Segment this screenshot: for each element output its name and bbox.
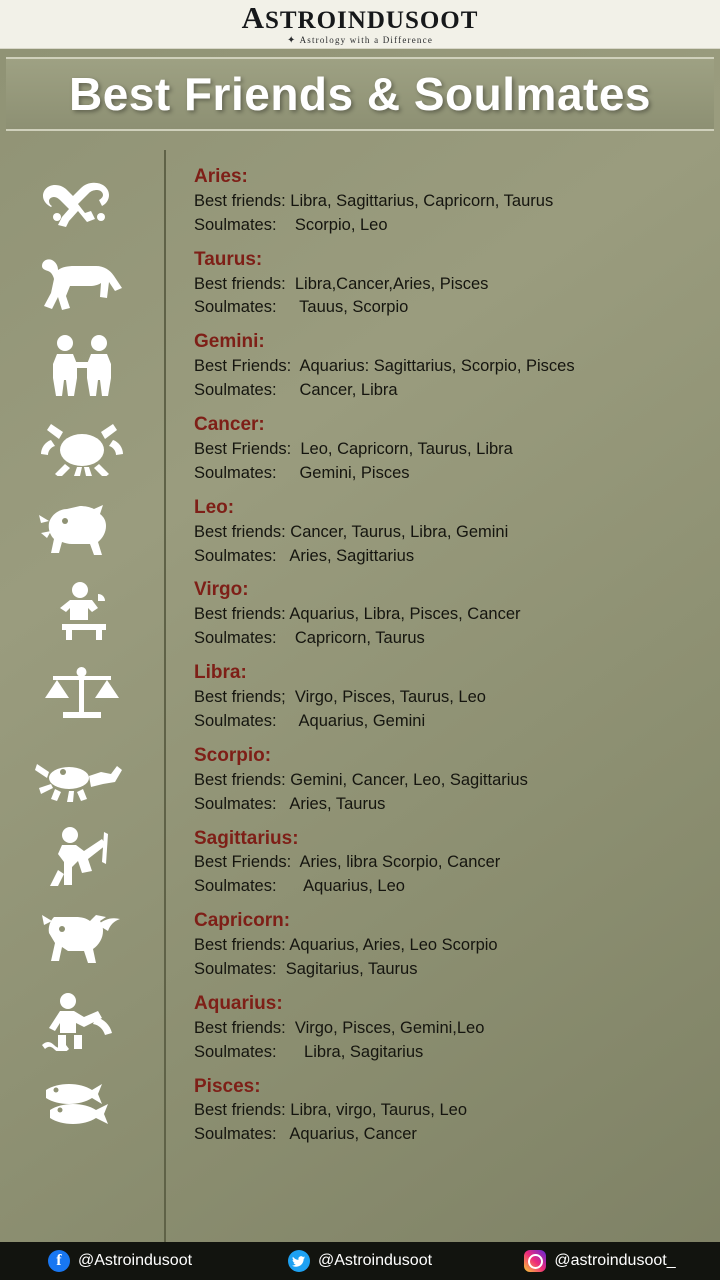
sign-name: Cancer: <box>194 414 265 436</box>
list-item <box>194 993 710 1065</box>
best-friends-line: Best Friends: Leo, Capricorn, Taurus, Libra <box>194 439 513 458</box>
facebook-icon[interactable]: f <box>48 1250 70 1272</box>
best-friends-line: Best friends: Libra, Sagittarius, Capricorn, Taurus <box>194 191 554 210</box>
sign-name: Pisces: <box>194 1075 261 1097</box>
soulmates-line: Soulmates: Tauus, Scorpio <box>194 298 409 317</box>
best-friends-line: Best Friends: Aries, libra Scorpio, Cancer <box>194 853 501 872</box>
list-item <box>194 662 710 734</box>
twitter-handle[interactable] <box>240 1250 480 1272</box>
taurus-icon <box>22 242 142 324</box>
soulmates-line: Soulmates: Gemini, Pisces <box>194 463 410 482</box>
zodiac-icon-column <box>0 150 166 1242</box>
facebook-handle[interactable] <box>0 1250 240 1272</box>
sagittarius-icon <box>22 816 142 898</box>
best-friends-line: Best friends: Libra,Cancer,Aries, Pisces <box>194 274 489 293</box>
sign-name: Aries: <box>194 166 248 187</box>
libra-icon <box>22 652 142 734</box>
facebook-handle-label: @Astroindusoot <box>77 1252 193 1269</box>
brand-title-rest: STROINDUSOOT <box>264 7 479 34</box>
twitter-icon[interactable] <box>288 1250 310 1272</box>
list-item <box>194 745 710 817</box>
instagram-ring <box>528 1254 543 1269</box>
sign-name: Sagittarius: <box>194 827 299 849</box>
title-banner <box>6 57 714 131</box>
sign-name: Leo: <box>194 496 235 518</box>
list-item <box>194 910 710 982</box>
gemini-icon <box>22 324 142 406</box>
list-item <box>194 497 710 569</box>
list-item <box>194 249 710 321</box>
best-friends-line: Best friends: Cancer, Taurus, Libra, Gemini <box>194 522 509 541</box>
best-friends-line: Best friends: Libra, virgo, Taurus, Leo <box>194 1101 468 1120</box>
virgo-icon <box>22 570 142 652</box>
list-item <box>194 166 710 238</box>
sign-name: Scorpio: <box>194 744 272 766</box>
soulmates-line: Soulmates: Cancer, Libra <box>194 381 398 400</box>
cancer-icon <box>22 406 142 488</box>
best-friends-line: Best friends: Virgo, Pisces, Gemini,Leo <box>194 1018 485 1037</box>
sign-name: Gemini: <box>194 331 265 353</box>
twitter-handle-label: @Astroindusoot <box>317 1252 433 1269</box>
content-area <box>0 150 720 1242</box>
social-footer <box>0 1242 720 1280</box>
brand-tagline-text: Astrology with a Difference <box>299 35 434 45</box>
capricorn-icon <box>22 898 142 980</box>
sign-name: Capricorn: <box>194 910 291 932</box>
aquarius-icon <box>22 980 142 1062</box>
list-item <box>194 1076 710 1148</box>
page-title: Best Friends & Soulmates <box>68 68 652 120</box>
soulmates-line: Soulmates: Libra, Sagitarius <box>194 1042 424 1061</box>
sign-name: Libra: <box>194 662 247 684</box>
best-friends-line: Best friends: Gemini, Cancer, Leo, Sagittarius <box>194 770 528 789</box>
pisces-icon <box>22 1062 142 1144</box>
list-item <box>194 331 710 403</box>
scorpio-icon <box>22 734 142 816</box>
soulmates-line: Soulmates: Aries, Taurus <box>194 794 386 813</box>
brand-header <box>0 0 720 49</box>
brand-title-initial: A <box>241 0 265 35</box>
sign-name: Aquarius: <box>194 992 283 1014</box>
best-friends-line: Best friends; Virgo, Pisces, Taurus, Leo <box>194 687 486 706</box>
leo-icon <box>22 488 142 570</box>
brand-tagline <box>287 35 433 46</box>
instagram-icon[interactable] <box>524 1250 546 1272</box>
best-friends-line: Best friends: Aquarius, Aries, Leo Scorpio <box>194 936 498 955</box>
soulmates-line: Soulmates: Sagitarius, Taurus <box>194 959 418 978</box>
soulmates-line: Soulmates: Aquarius, Gemini <box>194 711 426 730</box>
soulmates-line: Soulmates: Aries, Sagittarius <box>194 546 415 565</box>
brand-title <box>242 2 479 33</box>
star-icon: ✦ <box>286 35 297 46</box>
soulmates-line: Soulmates: Aquarius, Cancer <box>194 1125 417 1144</box>
sign-name: Virgo: <box>194 579 249 601</box>
soulmates-line: Soulmates: Aquarius, Leo <box>194 877 405 896</box>
list-item <box>194 579 710 651</box>
compatibility-list <box>166 150 720 1242</box>
list-item <box>194 414 710 486</box>
best-friends-line: Best Friends: Aquarius: Sagittarius, Scorpio, Pisces <box>194 357 575 376</box>
soulmates-line: Soulmates: Scorpio, Leo <box>194 215 388 234</box>
sign-name: Taurus: <box>194 248 263 270</box>
list-item <box>194 828 710 900</box>
instagram-handle[interactable] <box>480 1250 720 1272</box>
instagram-handle-label: @astroindusoot_ <box>554 1252 676 1269</box>
best-friends-line: Best friends: Aquarius, Libra, Pisces, Cancer <box>194 605 521 624</box>
aries-icon <box>22 160 142 242</box>
soulmates-line: Soulmates: Capricorn, Taurus <box>194 629 425 648</box>
